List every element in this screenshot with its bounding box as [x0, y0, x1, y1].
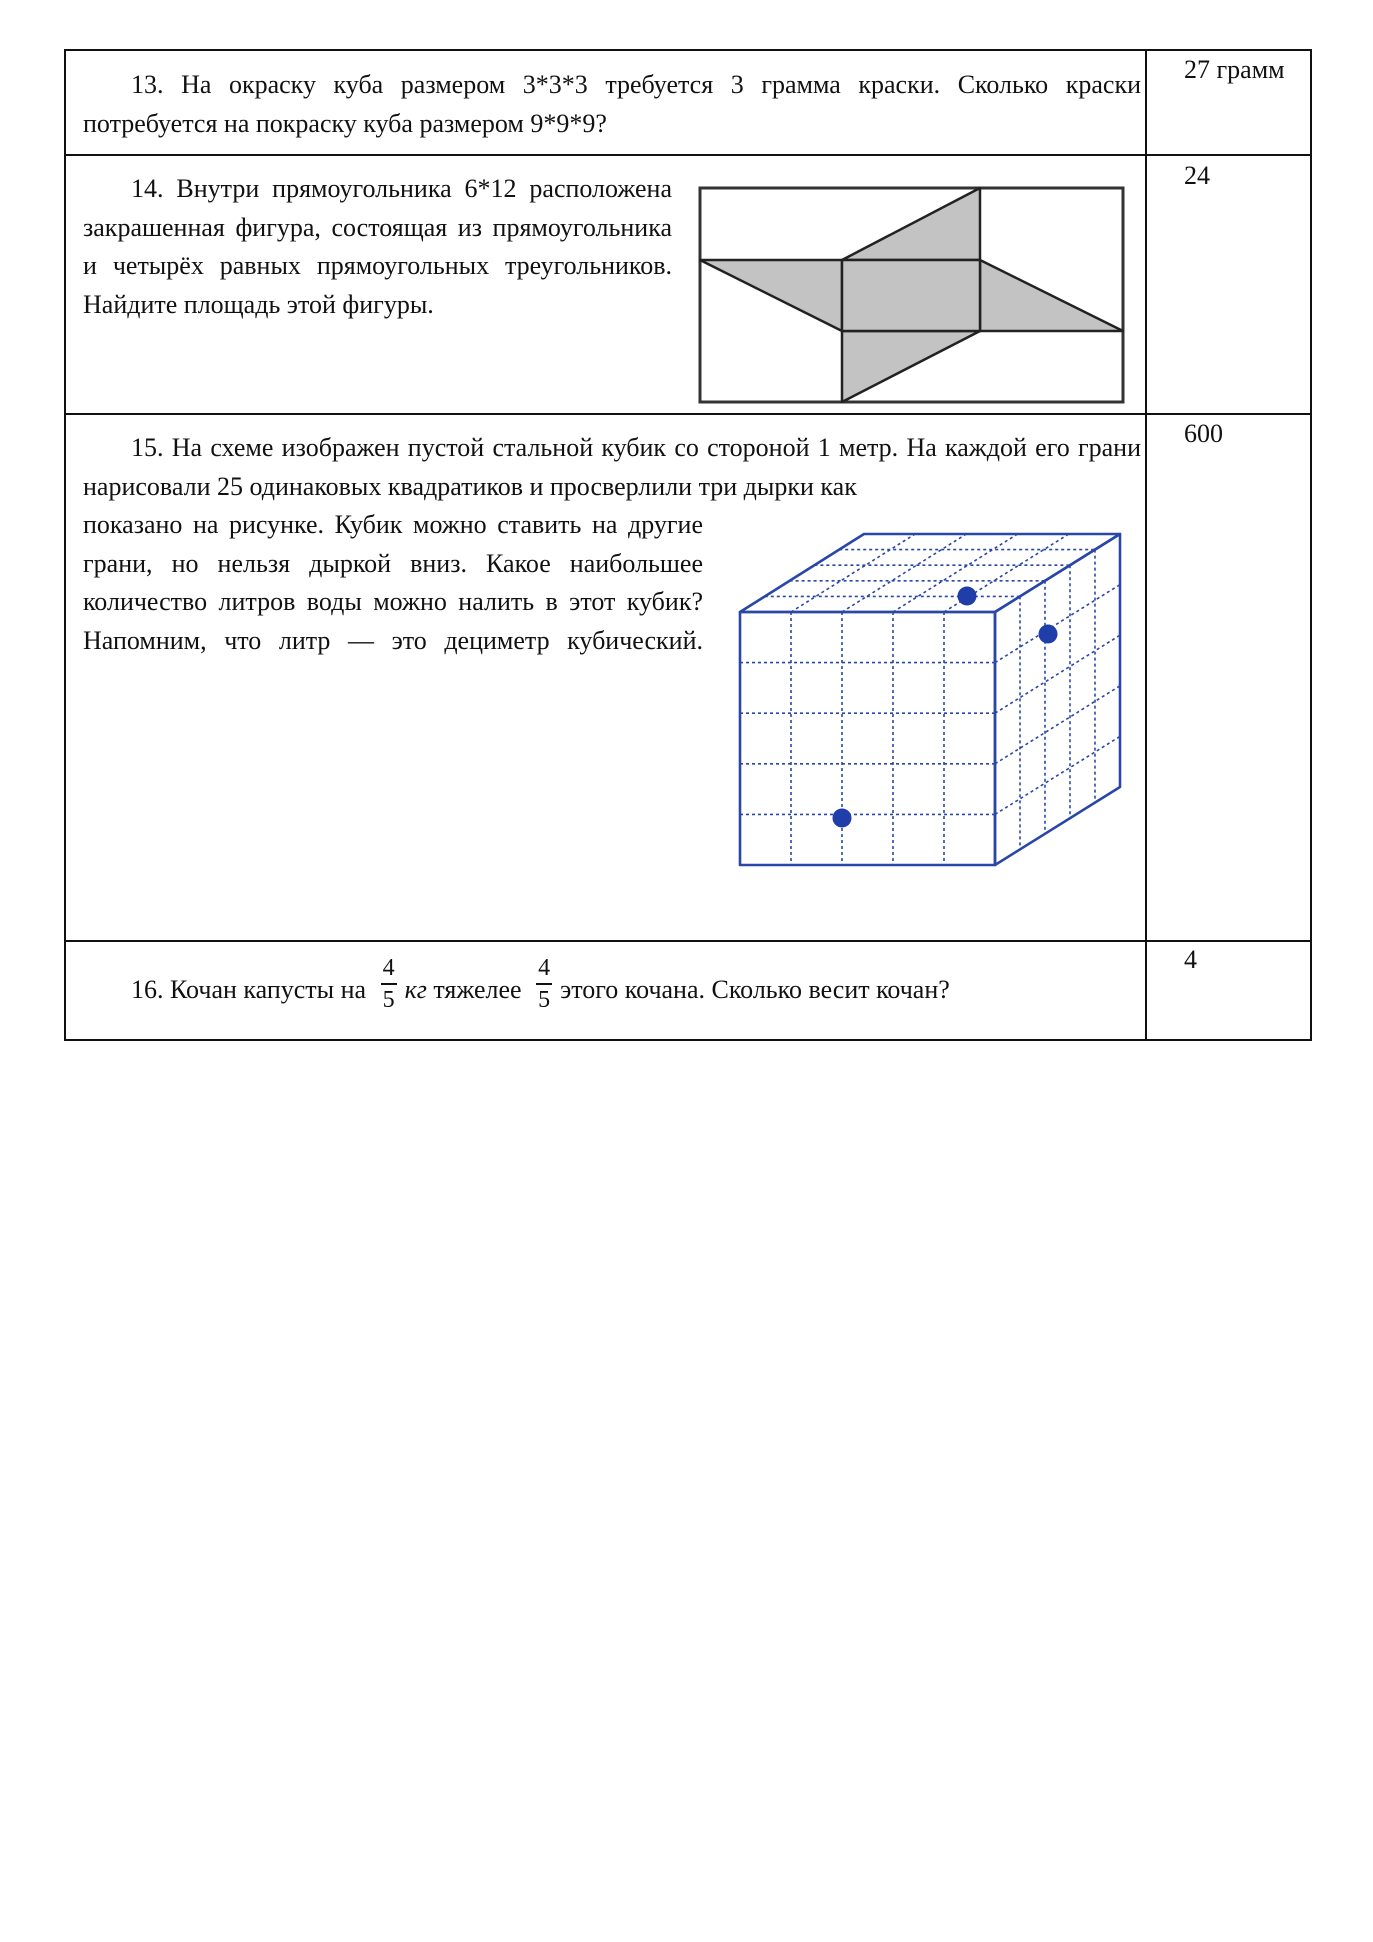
problem-14-number: 14. — [131, 174, 164, 203]
cube-top-face — [740, 534, 1120, 612]
side-grid-line — [995, 736, 1120, 814]
side-grid-line — [995, 635, 1120, 713]
problem-14-answer: 24 — [1184, 161, 1210, 190]
hole-front — [833, 809, 852, 828]
fraction-four-fifths-2 — [536, 956, 552, 1012]
problem-13-text — [83, 66, 1141, 143]
problem-13-number: 13. — [131, 70, 164, 99]
problem-16-number: 16. — [131, 975, 164, 1004]
top-grid-line — [842, 534, 966, 612]
problem-15-body-top: На схеме изображен пустой стальной кубик со стороной 1 метр. На каждой его грани нарисовали 25 одинаковых квадратиков и просверлили три дырки как — [83, 433, 1142, 501]
problem-14-body: Внутри прямоугольника 6*12 расположена закрашенная фигура, состоящая из прямоугольника и четырёх равных прямоугольных треугольников. Найдите площадь этой фигуры. — [83, 174, 672, 319]
problem-15-answer: 600 — [1184, 419, 1223, 448]
problem-16-body-c: этого кочана. Сколько весит кочан? — [560, 975, 950, 1004]
cube-diagram — [730, 525, 1140, 885]
hole-top — [958, 587, 977, 606]
problem-16-text — [83, 955, 1141, 1020]
problem-13-body: На окраску куба размером 3*3*3 требуется 3 грамма краски. Сколько краски потребуется на покраску куба размером 9*9*9? — [83, 70, 1141, 138]
fraction-2-denominator: 5 — [538, 987, 551, 1014]
problem-16-unit: кг — [404, 975, 427, 1004]
shaded-figure-diagram — [698, 186, 1134, 406]
problem-15-text-top — [83, 429, 1141, 506]
problem-16-body-b: тяжелее — [433, 975, 522, 1004]
problem-16-body-a: Кочан капусты на — [170, 975, 367, 1004]
side-grid-line — [995, 686, 1120, 764]
fraction-four-fifths-1 — [381, 956, 397, 1012]
hole-side — [1039, 625, 1058, 644]
problem-15-number: 15. — [131, 433, 164, 462]
problem-13-answer: 27 грамм — [1184, 55, 1285, 84]
problem-15-text-side — [83, 506, 703, 660]
top-grid-line — [893, 534, 1018, 612]
problem-14-text — [83, 170, 672, 324]
cube-front-face — [740, 612, 995, 865]
fraction-1-numerator: 4 — [381, 956, 397, 985]
center-rectangle — [842, 260, 980, 331]
fraction-1-denominator: 5 — [382, 987, 395, 1014]
top-grid-line — [791, 534, 915, 612]
cube-right-face — [995, 534, 1120, 865]
problem-16-answer: 4 — [1184, 945, 1197, 974]
problem-15-body-side: показано на рисунке. Кубик можно ставить на другие грани, но нельзя дыркой вниз. Какое наибольшее количество литров воды можно налить в этот кубик? Напомним, что литр — это дециметр кубический. — [83, 510, 703, 655]
fraction-2-numerator: 4 — [536, 956, 552, 985]
